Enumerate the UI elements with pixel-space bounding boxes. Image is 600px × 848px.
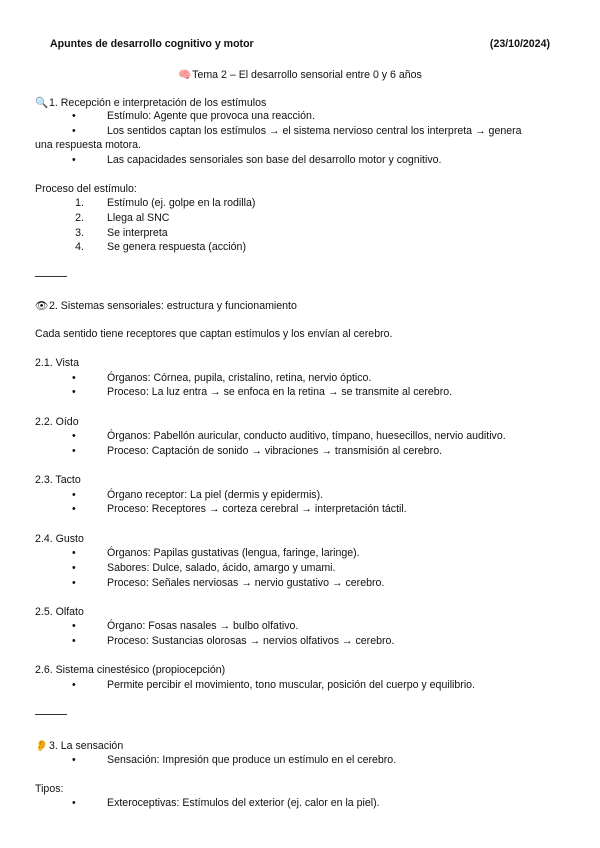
bullet-icon: • bbox=[72, 372, 76, 384]
section-2-title: 2. Sistemas sensoriales: estructura y funcionamiento bbox=[49, 300, 297, 312]
list-item: Órgano: Fosas nasales → bulbo olfativo. bbox=[107, 620, 299, 632]
bullet-icon: • bbox=[72, 445, 76, 457]
bullet-icon: • bbox=[72, 125, 76, 137]
types-title: Tipos: bbox=[35, 783, 64, 795]
list-item: Permite percibir el movimiento, tono muscular, posición del cuerpo y equilibrio. bbox=[107, 679, 476, 691]
bullet-icon: • bbox=[72, 154, 76, 166]
list-item: Órganos: Córnea, pupila, cristalino, retina, nervio óptico. bbox=[107, 372, 372, 384]
step-number: 3. bbox=[75, 227, 84, 239]
section-1-heading bbox=[35, 96, 266, 109]
subsection-title: 2.1. Vista bbox=[35, 357, 79, 369]
bullet-icon: • bbox=[72, 489, 76, 501]
bullet-icon: • bbox=[72, 797, 76, 809]
step-text: Se genera respuesta (acción) bbox=[107, 241, 246, 253]
list-item: Sabores: Dulce, salado, ácido, amargo y umami. bbox=[107, 562, 336, 574]
list-item-continuation: una respuesta motora. bbox=[35, 139, 141, 151]
subsection-title: 2.4. Gusto bbox=[35, 533, 84, 545]
bullet-icon: • bbox=[72, 547, 76, 559]
step-number: 1. bbox=[75, 197, 84, 209]
list-item: Órganos: Pabellón auricular, conducto auditivo, tímpano, huesecillos, nervio auditivo. bbox=[107, 430, 506, 442]
subsection-title: 2.6. Sistema cinestésico (propiocepción) bbox=[35, 664, 226, 676]
list-item: Órgano receptor: La piel (dermis y epidermis). bbox=[107, 489, 324, 501]
subsection-title: 2.2. Oído bbox=[35, 416, 79, 428]
list-item: Los sentidos captan los estímulos → el sistema nervioso central los interpreta → genera bbox=[107, 125, 522, 137]
bullet-icon: • bbox=[72, 503, 76, 515]
bullet-icon: • bbox=[72, 562, 76, 574]
subsection-title: 2.3. Tacto bbox=[35, 474, 81, 486]
topic-subtitle bbox=[0, 68, 600, 81]
bullet-icon: • bbox=[72, 679, 76, 691]
step-text: Se interpreta bbox=[107, 227, 168, 239]
step-number: 4. bbox=[75, 241, 84, 253]
bullet-icon: • bbox=[72, 110, 76, 122]
bullet-icon: • bbox=[72, 386, 76, 398]
bullet-icon: • bbox=[72, 635, 76, 647]
step-number: 2. bbox=[75, 212, 84, 224]
subsection-title: 2.5. Olfato bbox=[35, 606, 84, 618]
list-item: Exteroceptivas: Estímulos del exterior (ej. calor en la piel). bbox=[107, 797, 380, 809]
section-divider bbox=[35, 276, 67, 277]
section-2-intro: Cada sentido tiene receptores que captan estímulos y los envían al cerebro. bbox=[35, 328, 393, 340]
step-text: Estímulo (ej. golpe en la rodilla) bbox=[107, 197, 256, 209]
process-title: Proceso del estímulo: bbox=[35, 183, 137, 195]
bullet-icon: • bbox=[72, 430, 76, 442]
section-3-heading bbox=[35, 739, 123, 752]
topic-subtitle-text: Tema 2 – El desarrollo sensorial entre 0 y 6 años bbox=[192, 69, 422, 81]
bullet-icon: • bbox=[72, 577, 76, 589]
eye-icon: 👁 bbox=[35, 300, 49, 312]
bullet-icon: • bbox=[72, 754, 76, 766]
brain-icon: 🧠 bbox=[178, 69, 192, 81]
section-divider bbox=[35, 714, 67, 715]
document-date: (23/10/2024) bbox=[489, 38, 550, 50]
document-header bbox=[50, 38, 550, 50]
bullet-icon: • bbox=[72, 620, 76, 632]
section-2-heading bbox=[35, 299, 297, 312]
document-title: Apuntes de desarrollo cognitivo y motor bbox=[50, 38, 254, 50]
list-item: Proceso: Señales nerviosas → nervio gustativo → cerebro. bbox=[107, 577, 385, 589]
list-item: Proceso: Receptores → corteza cerebral → interpretación táctil. bbox=[107, 503, 407, 515]
list-item: Proceso: Captación de sonido → vibraciones → transmisión al cerebro. bbox=[107, 445, 443, 457]
magnifier-icon: 🔍 bbox=[35, 97, 49, 109]
list-item: Órganos: Papilas gustativas (lengua, faringe, laringe). bbox=[107, 547, 360, 559]
ear-icon: 👂 bbox=[35, 740, 49, 752]
list-item: Estímulo: Agente que provoca una reacción. bbox=[107, 110, 315, 122]
section-1-title: 1. Recepción e interpretación de los estímulos bbox=[49, 97, 267, 109]
list-item: Proceso: La luz entra → se enfoca en la retina → se transmite al cerebro. bbox=[107, 386, 453, 398]
list-item: Las capacidades sensoriales son base del desarrollo motor y cognitivo. bbox=[107, 154, 442, 166]
list-item: Sensación: Impresión que produce un estímulo en el cerebro. bbox=[107, 754, 397, 766]
step-text: Llega al SNC bbox=[107, 212, 170, 224]
section-3-title: 3. La sensación bbox=[49, 740, 124, 752]
list-item: Proceso: Sustancias olorosas → nervios olfativos → cerebro. bbox=[107, 635, 395, 647]
